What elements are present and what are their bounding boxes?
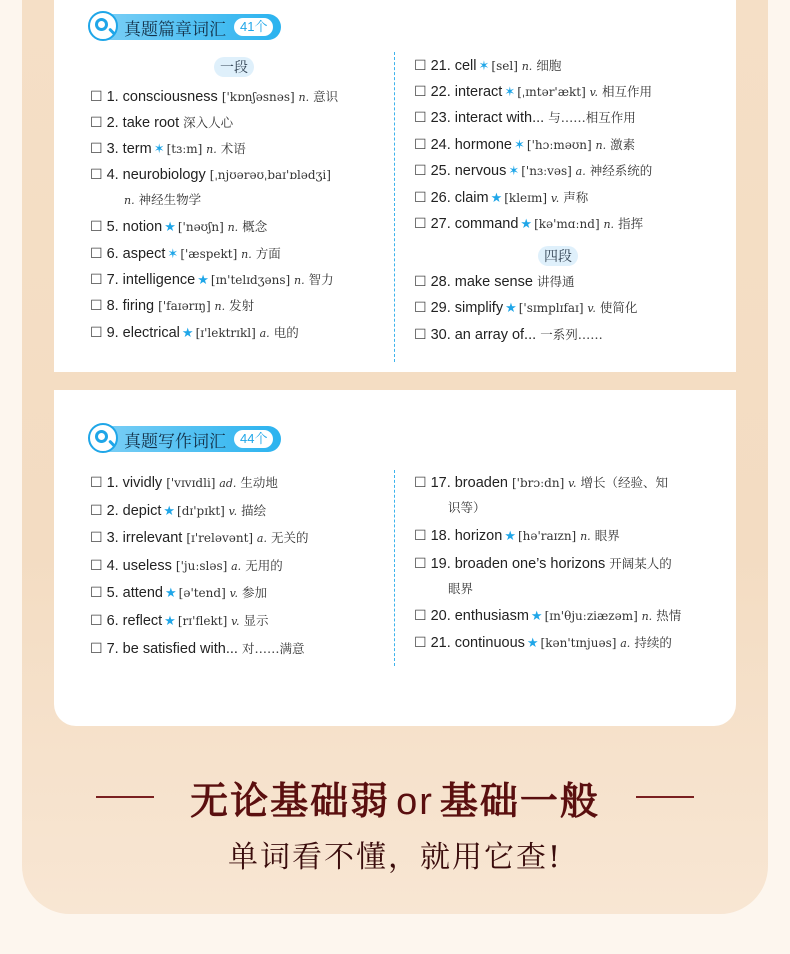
part-of-speech: a. bbox=[231, 560, 242, 573]
vocab-card-writing bbox=[54, 390, 736, 726]
vocab-word: 1. consciousness bbox=[106, 89, 218, 105]
meaning-continued bbox=[448, 495, 486, 521]
part-of-speech: a. bbox=[620, 637, 631, 650]
vocab-word: 18. horizon bbox=[430, 528, 503, 544]
section-title: 真题写作词汇 bbox=[124, 431, 226, 451]
vocab-entry bbox=[414, 131, 635, 159]
checkbox[interactable]: ☐ bbox=[90, 612, 103, 628]
checkbox[interactable]: ☐ bbox=[414, 634, 427, 650]
importance-star-icon: ★ bbox=[163, 503, 176, 518]
meaning: 显示 bbox=[243, 613, 269, 628]
vocab-entry bbox=[414, 550, 672, 596]
phonetic: [sel] bbox=[491, 59, 522, 73]
part-of-speech: n. bbox=[580, 530, 591, 543]
importance-star-icon: ★ bbox=[504, 528, 516, 543]
meaning: 神经生物学 bbox=[138, 192, 202, 207]
phonetic: ['faɪərɪŋ] bbox=[158, 299, 215, 313]
meaning: 发射 bbox=[229, 298, 255, 313]
part-of-speech: n. bbox=[298, 91, 310, 104]
vocab-entry bbox=[414, 294, 637, 322]
vocab-entry bbox=[414, 602, 681, 630]
phonetic: [tɜːm] bbox=[166, 142, 207, 156]
vocab-word: 19. broaden one’s horizons bbox=[430, 556, 606, 572]
word-count-badge: 41个 bbox=[234, 18, 273, 36]
checkbox[interactable]: ☐ bbox=[90, 297, 103, 313]
vocab-entry bbox=[90, 524, 309, 552]
vocab-entry bbox=[414, 629, 672, 657]
importance-star-icon: ★ bbox=[520, 216, 533, 231]
meaning: 眼界 bbox=[448, 581, 474, 596]
phonetic: [ɪn'θjuːziæzəm] bbox=[544, 609, 642, 623]
checkbox[interactable]: ☐ bbox=[414, 326, 427, 342]
vocab-word: 28. make sense bbox=[430, 274, 533, 290]
part-of-speech: v. bbox=[229, 587, 238, 600]
vocab-word: 17. broaden bbox=[430, 475, 508, 491]
vocab-entry bbox=[90, 497, 266, 525]
section-header-passage bbox=[90, 14, 281, 40]
checkbox[interactable]: ☐ bbox=[90, 529, 103, 545]
vocab-word: 30. an array of... bbox=[430, 327, 537, 343]
part-of-speech: a. bbox=[259, 327, 270, 340]
checkbox[interactable]: ☐ bbox=[414, 527, 427, 543]
vocab-entry bbox=[414, 78, 652, 106]
part-of-speech: a. bbox=[256, 532, 267, 545]
checkbox[interactable]: ☐ bbox=[414, 189, 427, 205]
importance-star-icon: ✶ bbox=[167, 246, 179, 261]
vocab-entry bbox=[90, 469, 278, 497]
column-divider bbox=[394, 470, 395, 666]
vocab-word: 2. depict bbox=[106, 503, 162, 519]
phonetic: [rɪ'flekt] bbox=[177, 614, 232, 628]
importance-star-icon: ★ bbox=[526, 635, 539, 650]
meaning: 方面 bbox=[255, 246, 281, 261]
section-header-writing bbox=[90, 426, 281, 452]
vocab-entry bbox=[90, 607, 269, 635]
meaning: 智力 bbox=[308, 272, 334, 287]
vocab-entry bbox=[414, 522, 620, 550]
phonetic: ['æspekt] bbox=[180, 247, 242, 261]
column-divider bbox=[394, 52, 395, 362]
phonetic: [ˌnjʊərəʊˌbaɪ'ɒlədʒi] bbox=[209, 168, 331, 182]
meaning: 无关的 bbox=[270, 530, 309, 545]
meaning-continued bbox=[124, 187, 201, 214]
checkbox[interactable]: ☐ bbox=[90, 502, 103, 518]
word-count-badge: 44个 bbox=[234, 430, 273, 448]
meaning: 激素 bbox=[610, 137, 636, 152]
meaning: 术语 bbox=[220, 141, 246, 156]
paragraph-tag: 一段 bbox=[214, 57, 254, 77]
importance-star-icon: ★ bbox=[164, 613, 176, 628]
vocab-word: 27. command bbox=[430, 216, 519, 232]
vocab-word: 24. hormone bbox=[430, 137, 512, 153]
importance-star-icon: ★ bbox=[181, 325, 194, 340]
phonetic: [ɪ'lektrɪkl] bbox=[195, 326, 260, 340]
meaning: 眼界 bbox=[594, 528, 620, 543]
checkbox[interactable]: ☐ bbox=[90, 166, 103, 182]
part-of-speech: v. bbox=[589, 86, 598, 99]
importance-star-icon: ★ bbox=[490, 190, 503, 205]
checkbox[interactable]: ☐ bbox=[414, 162, 427, 178]
vocab-entry bbox=[90, 292, 254, 320]
checkbox[interactable]: ☐ bbox=[90, 88, 103, 104]
checkbox[interactable]: ☐ bbox=[414, 299, 427, 315]
vocab-word: 4. useless bbox=[106, 558, 172, 574]
checkbox[interactable]: ☐ bbox=[90, 324, 103, 340]
phonetic: ['nəʊʃn] bbox=[177, 220, 228, 234]
vocab-entry bbox=[90, 161, 331, 207]
part-of-speech: v. bbox=[231, 615, 240, 628]
checkbox[interactable]: ☐ bbox=[414, 57, 427, 73]
importance-star-icon: ✶ bbox=[508, 163, 520, 178]
slogan-part: 无论基础弱 bbox=[190, 778, 391, 823]
meaning: 识等） bbox=[448, 500, 486, 515]
slogan-part: 基础一般 bbox=[439, 778, 600, 823]
vocab-word: 3. term bbox=[106, 141, 152, 157]
search-icon bbox=[88, 11, 118, 41]
part-of-speech: a. bbox=[575, 165, 586, 178]
meaning: 开阔某人的 bbox=[609, 556, 672, 571]
part-of-speech: n. bbox=[293, 274, 305, 287]
vocab-entry bbox=[90, 240, 281, 268]
meaning: 概念 bbox=[242, 219, 268, 234]
checkbox[interactable]: ☐ bbox=[90, 640, 103, 656]
phonetic: ['nɜːvəs] bbox=[521, 164, 576, 178]
vocab-entry bbox=[414, 157, 652, 185]
meaning: 意识 bbox=[313, 89, 339, 104]
importance-star-icon: ✶ bbox=[153, 141, 165, 156]
vocab-word: 22. interact bbox=[430, 84, 503, 100]
phonetic: [dɪ'pɪkt] bbox=[177, 504, 229, 518]
vocab-word: 25. nervous bbox=[430, 163, 507, 179]
checkbox[interactable]: ☐ bbox=[90, 140, 103, 156]
phonetic: [hə'raɪzn] bbox=[517, 529, 581, 543]
vocab-entry bbox=[414, 321, 603, 348]
meaning: 细胞 bbox=[536, 58, 562, 73]
vocab-entry bbox=[90, 552, 283, 580]
meaning: 生动地 bbox=[240, 475, 278, 490]
vocab-entry bbox=[414, 104, 636, 131]
meaning: 电的 bbox=[273, 325, 299, 340]
vocab-word: 4. neurobiology bbox=[106, 167, 206, 183]
vocab-entry bbox=[414, 52, 561, 80]
importance-star-icon: ★ bbox=[505, 300, 517, 315]
checkbox[interactable]: ☐ bbox=[90, 114, 103, 130]
vocab-word: 21. cell bbox=[430, 58, 477, 74]
part-of-speech: n. bbox=[595, 139, 607, 152]
phonetic: [kleɪm] bbox=[504, 191, 551, 205]
slogan-title bbox=[0, 770, 790, 825]
checkbox[interactable]: ☐ bbox=[90, 557, 103, 573]
vocab-entry bbox=[414, 184, 588, 212]
importance-star-icon: ✶ bbox=[513, 137, 525, 152]
vocab-word: 1. vividly bbox=[106, 475, 163, 491]
checkbox[interactable]: ☐ bbox=[414, 215, 427, 231]
checkbox[interactable]: ☐ bbox=[90, 271, 103, 287]
phonetic: [kən'tɪnjuəs] bbox=[540, 636, 621, 650]
vocab-entry bbox=[90, 83, 338, 111]
checkbox[interactable]: ☐ bbox=[90, 218, 103, 234]
part-of-speech: v. bbox=[550, 192, 560, 205]
vocab-word: 5. attend bbox=[106, 585, 163, 601]
part-of-speech: n. bbox=[241, 248, 252, 261]
vocab-word: 2. take root bbox=[106, 115, 180, 131]
vocab-entry bbox=[90, 319, 299, 347]
vocab-entry bbox=[90, 135, 246, 163]
phonetic: ['kɒnʃəsnəs] bbox=[221, 90, 299, 104]
checkbox[interactable]: ☐ bbox=[90, 584, 103, 600]
part-of-speech: ad. bbox=[219, 477, 237, 490]
meaning: 对……满意 bbox=[241, 641, 305, 656]
importance-star-icon: ★ bbox=[530, 608, 543, 623]
part-of-speech: n. bbox=[603, 218, 615, 231]
vocab-word: 6. aspect bbox=[106, 246, 166, 262]
phonetic: [kə'mɑːnd] bbox=[534, 217, 604, 231]
search-icon bbox=[88, 423, 118, 453]
meaning: 无用的 bbox=[245, 558, 283, 573]
part-of-speech: v. bbox=[228, 505, 238, 518]
checkbox[interactable]: ☐ bbox=[414, 109, 427, 125]
checkbox[interactable]: ☐ bbox=[414, 273, 427, 289]
meaning: 深入人心 bbox=[183, 115, 234, 130]
meaning: 使简化 bbox=[599, 300, 638, 315]
section-title: 真题篇章词汇 bbox=[124, 19, 226, 39]
phonetic: [ɪ'reləvənt] bbox=[186, 531, 257, 545]
vocab-entry bbox=[414, 469, 669, 515]
importance-star-icon: ✶ bbox=[478, 58, 490, 73]
phonetic: ['vɪvɪdli] bbox=[166, 476, 220, 490]
vocab-entry bbox=[414, 210, 643, 238]
part-of-speech: v. bbox=[568, 477, 577, 490]
meaning: 描绘 bbox=[241, 503, 267, 518]
vocab-entry bbox=[90, 635, 304, 662]
meaning: 热情 bbox=[656, 608, 682, 623]
vocab-entry bbox=[90, 266, 334, 294]
checkbox[interactable]: ☐ bbox=[414, 83, 427, 99]
slogan-or: or bbox=[396, 781, 434, 823]
importance-star-icon: ★ bbox=[164, 219, 176, 234]
part-of-speech: n. bbox=[227, 221, 239, 234]
checkbox[interactable]: ☐ bbox=[414, 136, 427, 152]
slogan-subtitle: 单词看不懂，就用它查! bbox=[227, 840, 563, 875]
meaning: 一系列…… bbox=[540, 327, 603, 342]
meaning-continued bbox=[448, 576, 473, 602]
vocab-word: 5. notion bbox=[106, 219, 163, 235]
meaning: 与……相互作用 bbox=[548, 110, 636, 125]
meaning: 相互作用 bbox=[602, 84, 653, 99]
checkbox[interactable]: ☐ bbox=[414, 474, 427, 490]
meaning: 持续的 bbox=[634, 635, 672, 650]
vocab-word: 26. claim bbox=[430, 190, 489, 206]
paragraph-tag: 四段 bbox=[538, 246, 578, 266]
vocab-word: 29. simplify bbox=[430, 300, 504, 316]
vocab-entry bbox=[90, 579, 267, 607]
vocab-word: 21. continuous bbox=[430, 635, 525, 651]
vocab-word: 20. enthusiasm bbox=[430, 608, 529, 624]
vocab-word: 23. interact with... bbox=[430, 110, 545, 126]
importance-star-icon: ★ bbox=[197, 272, 209, 287]
vocab-word: 7. intelligence bbox=[106, 272, 196, 288]
vocab-entry bbox=[90, 213, 267, 241]
phonetic: ['juːsləs] bbox=[175, 559, 232, 573]
meaning: 声称 bbox=[563, 190, 589, 205]
part-of-speech: n. bbox=[206, 143, 217, 156]
vocab-word: 8. firing bbox=[106, 298, 155, 314]
vocab-word: 9. electrical bbox=[106, 325, 180, 341]
phonetic: ['sɪmplɪfaɪ] bbox=[518, 301, 588, 315]
vocab-word: 3. irrelevant bbox=[106, 530, 183, 546]
part-of-speech: n. bbox=[124, 194, 135, 207]
vocab-word: 7. be satisfied with... bbox=[106, 641, 238, 657]
meaning: 指挥 bbox=[618, 216, 644, 231]
checkbox[interactable]: ☐ bbox=[90, 245, 103, 261]
part-of-speech: v. bbox=[587, 302, 596, 315]
checkbox[interactable]: ☐ bbox=[90, 474, 103, 490]
importance-star-icon: ✶ bbox=[504, 84, 516, 99]
part-of-speech: n. bbox=[641, 610, 653, 623]
meaning: 讲得通 bbox=[536, 274, 575, 289]
meaning: 参加 bbox=[242, 585, 268, 600]
checkbox[interactable]: ☐ bbox=[414, 607, 427, 623]
importance-star-icon: ★ bbox=[165, 585, 177, 600]
phonetic: ['brɔːdn] bbox=[512, 476, 569, 490]
phonetic: [ˌɪntər'ækt] bbox=[517, 85, 590, 99]
part-of-speech: n. bbox=[214, 300, 226, 313]
phonetic: ['hɔːməʊn] bbox=[526, 138, 596, 152]
vocab-word: 6. reflect bbox=[106, 613, 163, 629]
vocab-card-passage bbox=[54, 0, 736, 372]
vocab-entry bbox=[414, 268, 574, 295]
part-of-speech: n. bbox=[521, 60, 533, 73]
phonetic: [ɪn'telɪdʒəns] bbox=[210, 273, 294, 287]
checkbox[interactable]: ☐ bbox=[414, 555, 427, 571]
meaning: 神经系统的 bbox=[589, 163, 653, 178]
phonetic: [ə'tend] bbox=[178, 586, 230, 600]
meaning: 增长（经验、知 bbox=[580, 475, 669, 490]
vocab-entry bbox=[90, 109, 233, 136]
